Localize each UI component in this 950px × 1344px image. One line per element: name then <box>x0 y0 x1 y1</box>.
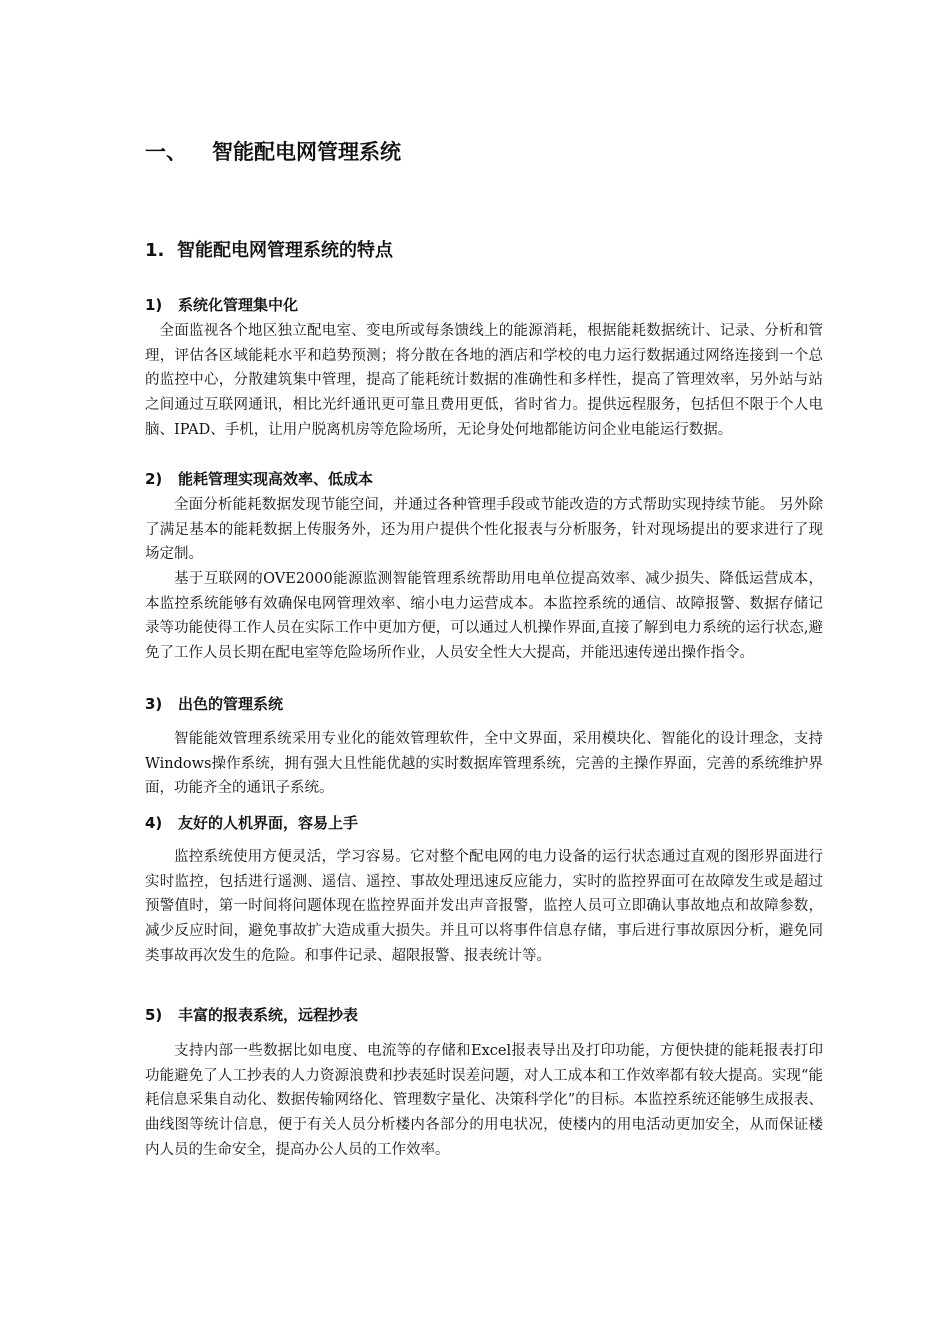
item-1-paragraph-1: 全面监视各个地区独立配电室、变电所或每条馈线上的能源消耗，根据能耗数据统计、记录、分析和管理，评估各区域能耗水平和趋势预测；将分散在各地的酒店和学校的电力运行数据通过网络连接到一个总的监控中心，分散建筑集中管理，提高了能耗统计数据的准确性和多样性，提高了管理效率，另外站与站之间通过互联网通讯，相比光纤通讯更可靠且费用更低，省时省力。提供远程服务，包括但不限于个人电脑、IPAD、手机，让用户脱离机房等危险场所，无论身处何地都能访问企业电能运行数据。 <box>145 323 823 438</box>
item-3-paragraph-1: 智能能效管理系统采用专业化的能效管理软件，全中文界面，采用模块化、智能化的设计理念，支持Windows操作系统，拥有强大且性能优越的实时数据库管理系统，完善的主操作界面，完善的系统维护界面，功能齐全的通讯子系统。 <box>145 731 823 797</box>
chapter-title: 智能配电网管理系统 <box>212 140 401 164</box>
item-heading-5 <box>145 1004 358 1026</box>
item-title: 出色的管理系统 <box>178 695 284 713</box>
item-heading-4 <box>145 812 358 834</box>
item-title: 丰富的报表系统，远程抄表 <box>178 1006 359 1024</box>
item-number: 1) <box>145 296 163 314</box>
chapter-heading <box>145 138 401 166</box>
item-title: 能耗管理实现高效率、低成本 <box>178 470 374 488</box>
item-title: 友好的人机界面，容易上手 <box>178 814 359 832</box>
item-5-paragraph-1: 支持内部一些数据比如电度、电流等的存储和Excel报表导出及打印功能，方便快捷的能耗报表打印功能避免了人工抄表的人力资源浪费和抄表延时误差问题，对人工成本和工作效率都有较大提高。实现“能耗信息采集自动化、数据传输网络化、管理数字量化、决策科学化”的目标。本监控系统还能够生成报表、曲线图等统计信息，便于有关人员分析楼内各部分的用电状况，使楼内的用电活动更加安全，从而保证楼内人员的生命安全，提高办公人员的工作效率。 <box>145 1043 823 1158</box>
section-heading <box>145 238 393 264</box>
item-2-paragraph-1: 全面分析能耗数据发现节能空间，并通过各种管理手段或节能改造的方式帮助实现持续节能。 另外除了满足基本的能耗数据上传服务外，还为用户提供个性化报表与分析服务，针对现场提出的要求进行了现场定制。 <box>145 497 823 563</box>
item-heading-3 <box>145 693 283 715</box>
section-title: 智能配电网管理系统的特点 <box>177 240 393 261</box>
item-heading-2 <box>145 468 373 490</box>
item-number: 2) <box>145 470 163 488</box>
item-number: 5) <box>145 1006 163 1024</box>
item-number: 4) <box>145 814 163 832</box>
section-number: 1. <box>145 240 165 261</box>
item-title: 系统化管理集中化 <box>178 296 299 314</box>
item-heading-1 <box>145 294 298 316</box>
item-4-paragraph-1: 监控系统使用方便灵活，学习容易。它对整个配电网的电力设备的运行状态通过直观的图形界面进行实时监控，包括进行遥测、遥信、遥控、事故处理迅速反应能力，实时的监控界面可在故障发生或是超过预警值时，第一时间将问题体现在监控界面并发出声音报警，监控人员可立即确认事故地点和故障参数，减少反应时间，避免事故扩大造成重大损失。并且可以将事件信息存储，事后进行事故原因分析，避免同类事故再次发生的危险。和事件记录、超限报警、报表统计等。 <box>145 849 823 964</box>
chapter-number: 一、 <box>145 140 187 164</box>
item-number: 3) <box>145 695 163 713</box>
item-2-paragraph-2: 基于互联网的OVE2000能源监测智能管理系统帮助用电单位提高效率、减少损失、降低运营成本，本监控系统能够有效确保电网管理效率、缩小电力运营成本。本监控系统的通信、故障报警、数据存储记录等功能使得工作人员在实际工作中更加方便，可以通过人机操作界面,直接了解到电力系统的运行状态,避免了工作人员长期在配电室等危险场所作业，人员安全性大大提高，并能迅速传递出操作指令。 <box>145 571 823 662</box>
